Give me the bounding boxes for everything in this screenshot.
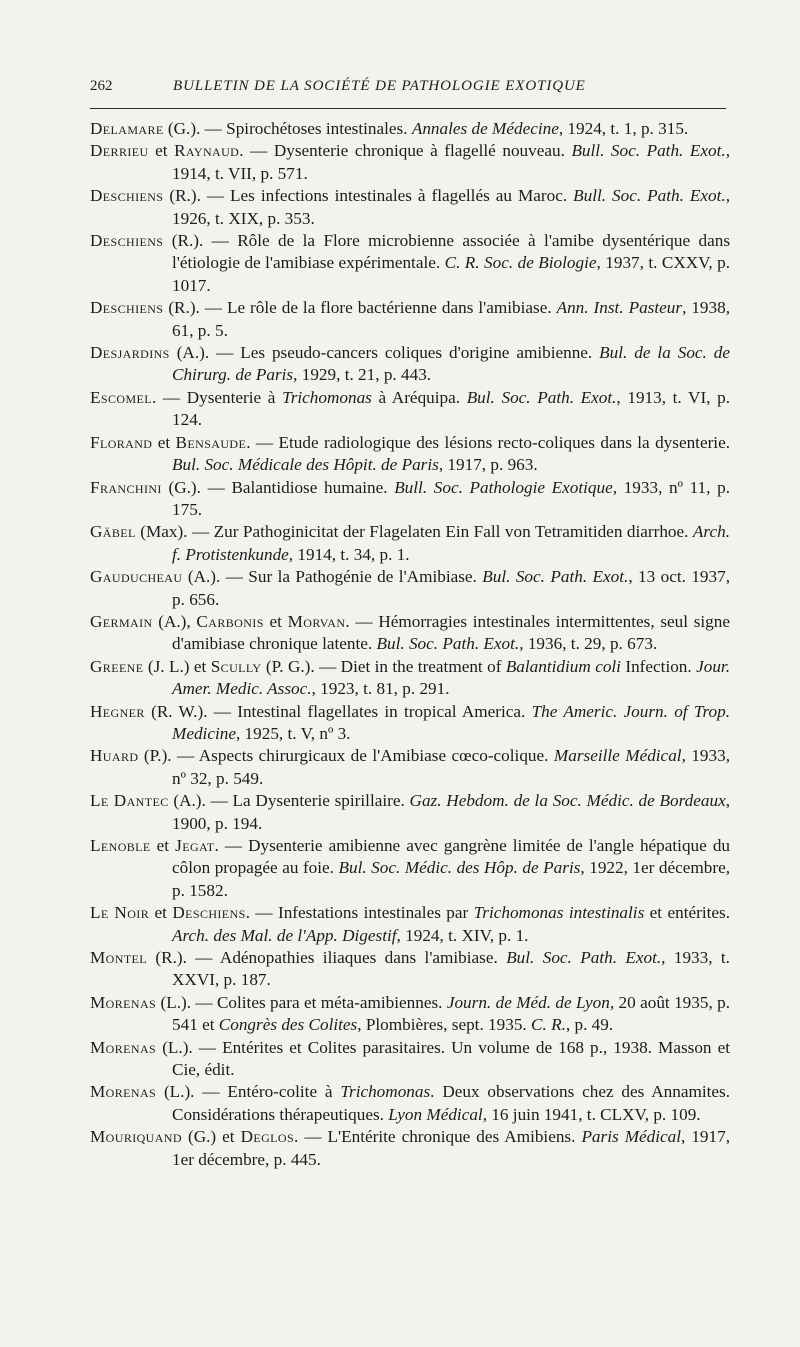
entry-text: , 1925, t. V, nº 3. <box>235 723 351 743</box>
bibliography-entry <box>90 566 730 611</box>
bibliography-entry <box>90 387 730 432</box>
bibliography-entry <box>90 835 730 902</box>
entry-title-italic: C. R. Soc. de Biologie <box>444 253 597 273</box>
entry-author: Montel <box>90 948 148 968</box>
entry-author: Gäbel <box>90 522 136 542</box>
entry-title-italic: Trichomonas intestinalis <box>473 903 645 923</box>
header-rule <box>90 108 726 109</box>
bibliography-entry <box>90 297 730 342</box>
entry-title-italic: Bull. Soc. Path. Exot. <box>571 141 726 161</box>
entry-text: , 1924, t. XIV, p. 1. <box>396 925 529 945</box>
entry-title-italic: Bul. Soc. Path. Exot. <box>466 387 617 407</box>
bibliography-entry <box>90 790 730 835</box>
bibliography-entry <box>90 992 730 1037</box>
entry-title-italic: Lyon Médical <box>388 1104 483 1124</box>
entry-author: Deschiens <box>90 186 164 206</box>
entry-text: . — Infestations intestinales par <box>245 903 474 923</box>
entry-text: (R.). — Rôle de la Flore microbienne associée à l'amibe dysentérique dans l'étiologie de l'amibiase expérimentale. <box>171 231 731 273</box>
entry-title-italic: Bul. de la Soc. de Chirurg. de Paris <box>172 343 730 385</box>
entry-coauthor: Morvan <box>287 611 346 631</box>
entry-text: et <box>148 141 175 161</box>
entry-text: , 13 oct. 1937, p. 656. <box>172 567 731 609</box>
page-number: 262 <box>90 78 113 94</box>
bibliography-entry <box>90 656 730 701</box>
bibliography-entry <box>90 140 730 185</box>
entry-title-italic: The Americ. Journ. of Trop. Medicine <box>172 701 731 743</box>
bibliography-entry <box>90 1126 730 1171</box>
entry-author: Germain <box>90 611 153 631</box>
bibliography-entry <box>90 1037 730 1082</box>
bibliography-entry <box>90 477 730 522</box>
entry-text: et <box>263 611 288 631</box>
entry-text: et <box>149 903 173 923</box>
bibliography-entry <box>90 947 730 992</box>
entry-author: Desjardins <box>90 343 170 363</box>
entry-text: (A.), <box>158 611 197 631</box>
entry-title-italic: Bul. Soc. Path. Exot. <box>482 567 629 587</box>
entry-text: . — Dysenterie à <box>151 387 283 407</box>
entry-title-italic: Paris Médical <box>581 1127 682 1147</box>
entry-text: , 1929, t. 21, p. 443. <box>293 365 432 385</box>
entry-text: , 16 juin 1941, t. CLXV, p. 109. <box>482 1104 701 1124</box>
entry-title-italic: Arch. des Mal. de l'App. Digestif <box>172 925 397 945</box>
entry-text: (R.). — Adénopathies iliaques dans l'amibiase. <box>155 948 507 968</box>
entry-text: (P. G.). — Diet in the treatment of <box>261 656 506 676</box>
entry-text: , 1933, nº 32, p. 549. <box>172 746 730 788</box>
entry-author: Morenas <box>90 1082 157 1102</box>
entry-text: (J. L.) et <box>147 656 211 676</box>
entry-text: (P.). — Aspects chirurgicaux de l'Amibiase cœco-colique. <box>143 746 554 766</box>
bibliography-entry <box>90 902 730 947</box>
entry-text: (A.). — Sur la Pathogénie de l'Amibiase. <box>187 567 483 587</box>
entry-title-italic: Jour. Amer. Medic. Assoc. <box>172 656 730 699</box>
entry-title-italic: Annales de Médecine <box>411 119 559 138</box>
entry-author: Morenas <box>90 1037 157 1057</box>
entry-text: (A.). — La Dysenterie spirillaire. <box>173 791 410 811</box>
bibliography-entry <box>90 342 730 387</box>
bibliography-entry <box>90 521 730 566</box>
entry-text: . — L'Entérite chronique des Amibiens. <box>294 1127 582 1147</box>
entry-coauthor: Carbonis <box>196 611 264 631</box>
entry-coauthor: Bensaude <box>175 432 247 452</box>
entry-text: , 1900, p. 194. <box>172 791 731 833</box>
entry-text: (G.). — Balantidiose humaine. <box>168 477 395 497</box>
entry-text: , 1917, 1er décembre, p. 445. <box>172 1127 730 1169</box>
bibliography-entry <box>90 1081 730 1126</box>
entry-text: , 1913, t. VI, p. 124. <box>172 387 730 430</box>
entry-text: . — Hémorragies intestinales intermittentes, seul signe d'amibiase chronique latente. <box>172 611 730 654</box>
entry-text: . — Etude radiologique des lésions recto-coliques dans la dysenterie. <box>246 432 730 452</box>
entry-text: (R.). — Les infections intestinales à flagellés au Maroc. <box>169 186 574 206</box>
entry-author: Derrieu <box>90 141 149 161</box>
bibliography-entry <box>90 118 730 140</box>
bibliography-entry <box>90 432 730 477</box>
entry-text: à Aréquipa. <box>371 387 467 407</box>
entry-text: , 1933, nº 11, p. 175. <box>172 477 730 519</box>
entry-text: (L.). — Entéro-colite à <box>163 1082 341 1102</box>
entry-title-italic: Balantidium coli <box>505 656 621 676</box>
entry-coauthor: Deglos <box>240 1127 295 1147</box>
bibliography-entry <box>90 745 730 790</box>
bibliography-entry <box>90 185 730 230</box>
entry-title-italic: Congrès des Colites <box>218 1015 358 1035</box>
entry-text: , 1936, t. 29, p. 673. <box>519 634 658 654</box>
entry-coauthor: Scully <box>210 656 262 676</box>
entry-coauthor: Raynaud <box>174 141 240 161</box>
entry-author: Delamare <box>90 119 164 138</box>
entry-text: (A.). — Les pseudo-cancers coliques d'origine amibienne. <box>176 343 600 363</box>
entry-title-italic: C. R. <box>531 1015 566 1035</box>
entry-author: Le Dantec <box>90 791 169 811</box>
entry-text: . — Dysenterie chronique à flagellé nouveau. <box>239 141 572 161</box>
entry-author: Huard <box>90 746 139 766</box>
entry-title-italic: Marseille Médical <box>553 746 682 766</box>
entry-author: Greene <box>90 656 144 676</box>
entry-text: , 1914, t. VII, p. 571. <box>172 141 730 183</box>
entry-title-italic: Arch. f. Protistenkunde <box>172 522 730 564</box>
entry-text: (G.) et <box>187 1127 241 1147</box>
entry-title-italic: Trichomonas <box>282 387 372 407</box>
entry-title-italic: Bull. Soc. Path. Exot. <box>573 186 726 206</box>
entry-text: , 1933, t. XXVI, p. 187. <box>172 948 730 990</box>
entry-title-italic: Journ. de Méd. de Lyon <box>446 992 610 1012</box>
entry-author: Escomel <box>90 387 152 407</box>
entry-author: Le Noir <box>90 903 150 923</box>
entry-text: , p. 49. <box>565 1015 614 1035</box>
entry-author: Deschiens <box>90 231 164 251</box>
entry-author: Hegner <box>90 701 145 721</box>
entry-title-italic: Ann. Inst. Pasteur <box>556 298 683 318</box>
entry-text: (L.). — Entérites et Colites parasitaires. Un volume de 168 p., 1938. Masson et Cie, édit. <box>162 1037 731 1080</box>
entry-text: (R. W.). — Intestinal flagellates in tropical America. <box>151 701 532 721</box>
entry-text: (R.). — Le rôle de la flore bactérienne dans l'amibiase. <box>168 298 557 318</box>
bibliography-entry <box>90 230 730 297</box>
bibliography-entry <box>90 611 730 656</box>
entry-text: , 1923, t. 81, p. 291. <box>311 679 450 699</box>
entry-title-italic: Bul. Soc. Path. Exot. <box>376 634 520 654</box>
entry-text: , 1926, t. XIX, p. 353. <box>172 186 731 228</box>
entry-title-italic: Trichomonas <box>340 1082 431 1102</box>
entry-author: Morenas <box>90 992 157 1012</box>
entry-text: et <box>150 836 176 855</box>
entry-text: , 1917, p. 963. <box>438 455 538 475</box>
entry-title-italic: Bul. Soc. Path. Exot. <box>506 948 662 968</box>
entry-author: Lenoble <box>90 836 151 855</box>
entry-text: , 20 août 1935, p. 541 et <box>172 992 731 1035</box>
entry-text: , 1914, t. 34, p. 1. <box>288 544 410 564</box>
entry-text: et <box>152 432 176 452</box>
entry-text: , 1924, t. 1, p. 315. <box>558 119 689 138</box>
running-header <box>90 78 726 102</box>
entry-text: (L.). — Colites para et méta-amibiennes. <box>160 992 447 1012</box>
entry-title-italic: Bul. Soc. Médic. des Hôp. de Paris <box>338 858 581 878</box>
entry-text: . Deux observations chez des Annamites. Considérations thérapeutiques. <box>172 1082 730 1124</box>
entry-text: (Max). — Zur Pathoginicitat der Flagelaten Ein Fall von Tetramitiden diarrhoe. <box>140 522 693 542</box>
entry-coauthor: Deschiens <box>172 903 246 923</box>
bibliography-entry <box>90 701 730 746</box>
entry-author: Deschiens <box>90 298 164 318</box>
entry-text: , 1937, t. CXXV, p. 1017. <box>172 253 730 295</box>
entry-author: Gauducheau <box>90 567 183 587</box>
entry-title-italic: Bul. Soc. Médicale des Hôpit. de Paris <box>172 455 439 475</box>
entry-text: Infection. <box>620 656 697 676</box>
entry-author: Florand <box>90 432 153 452</box>
entry-title-italic: Bull. Soc. Pathologie Exotique <box>394 477 613 497</box>
entry-author: Mouriquand <box>90 1127 182 1147</box>
entry-text: . — Dysenterie amibienne avec gangrène limitée de l'angle hépatique du côlon propagée au foie. <box>172 836 731 878</box>
entry-author: Franchini <box>90 477 162 497</box>
entry-text: , 1922, 1er décembre, p. 1582. <box>172 858 730 900</box>
running-title: BULLETIN DE LA SOCIÉTÉ DE PATHOLOGIE EXOTIQUE <box>173 78 586 94</box>
entry-title-italic: Gaz. Hebdom. de la Soc. Médic. de Bordeaux <box>409 791 726 811</box>
bibliography-list <box>90 118 730 1171</box>
entry-text: et entérites. <box>644 903 731 923</box>
entry-coauthor: Jegat <box>175 836 215 855</box>
entry-text: , 1938, 61, p. 5. <box>172 298 730 340</box>
entry-text: (G.). — Spirochétoses intestinales. <box>167 119 412 138</box>
entry-text: , Plombières, sept. 1935. <box>357 1015 532 1035</box>
